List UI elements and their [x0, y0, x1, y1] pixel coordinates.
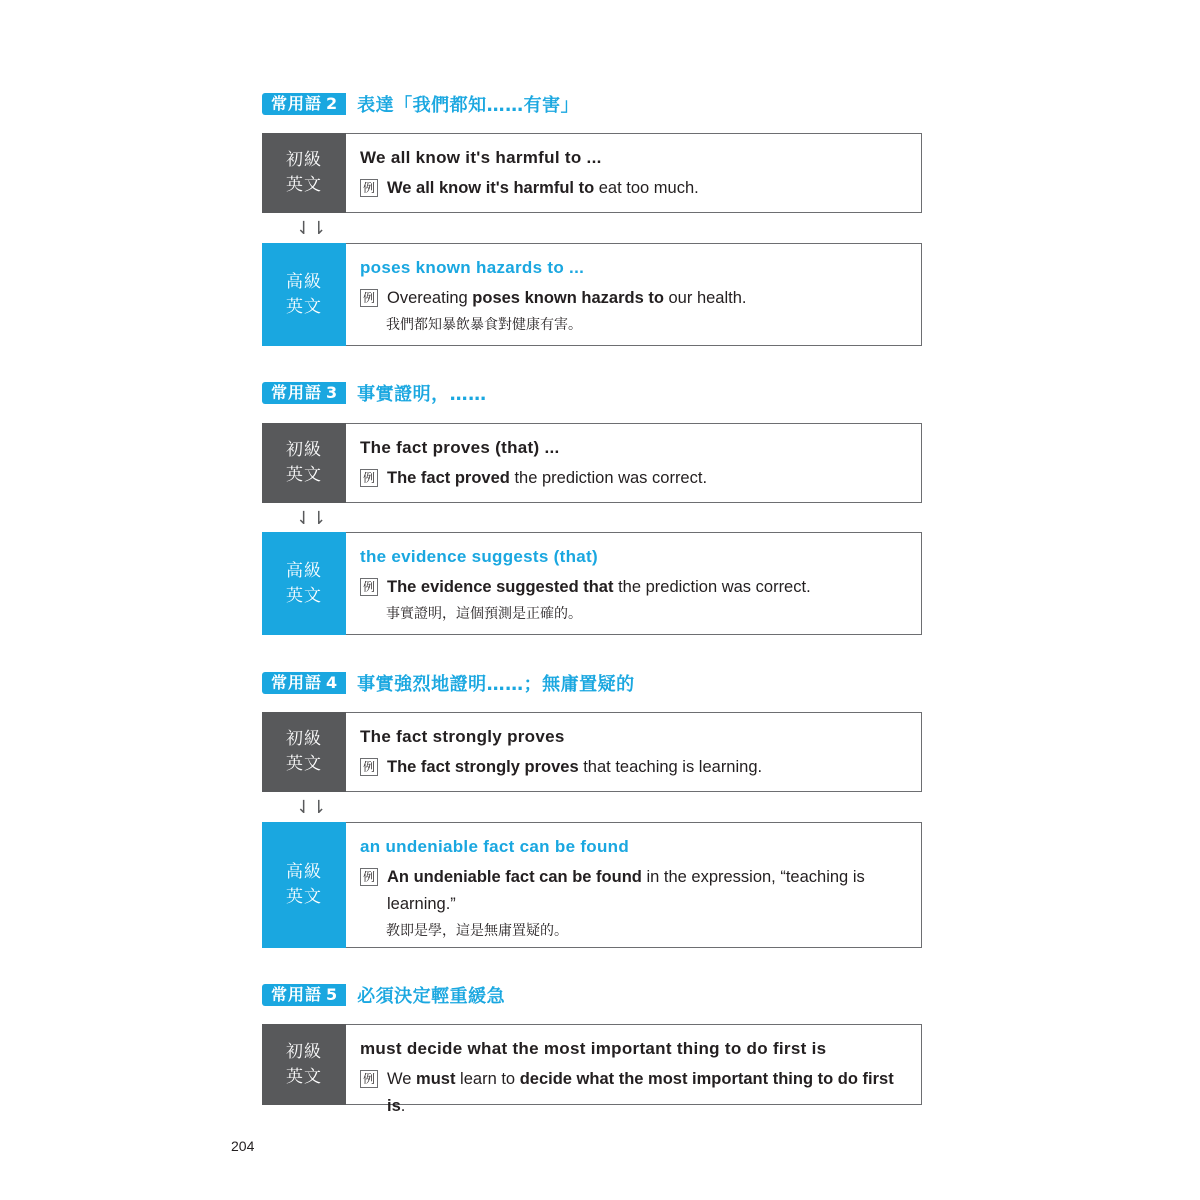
- example-bold-segment: The evidence suggested that: [387, 578, 614, 596]
- section-heading: [262, 381, 487, 405]
- example-segment: our health.: [663, 289, 747, 307]
- basic-phrase: The fact proves (that) ...: [360, 438, 560, 457]
- basic-phrase: We all know it's harmful to ...: [360, 148, 602, 167]
- example-segment: the prediction was correct.: [613, 578, 811, 596]
- example-segment: eat too much.: [594, 179, 699, 197]
- example-mark: 例: [360, 469, 378, 487]
- page-number: 204: [231, 1138, 255, 1154]
- advanced-label: 高級 英文: [262, 532, 346, 635]
- advanced-english-box: [262, 243, 922, 346]
- translation: 事實證明，這個預測是正確的。: [386, 606, 582, 622]
- example-mark: 例: [360, 289, 378, 307]
- basic-phrase: must decide what the most important thing to do first is: [360, 1039, 827, 1058]
- translation: 教即是學，這是無庸置疑的。: [386, 923, 568, 939]
- section-title: 事實強烈地證明……；無庸置疑的: [357, 674, 635, 695]
- example-bold-segment: An undeniable fact can be found: [387, 868, 642, 886]
- advanced-english-box: [262, 822, 922, 948]
- example-mark: 例: [360, 868, 378, 886]
- section-title: 表達「我們都知……有害」: [357, 95, 580, 116]
- basic-label: 初級 英文: [262, 133, 346, 213]
- down-arrow-icon: ⇃⇂: [296, 508, 327, 529]
- translation: 我們都知暴飲暴食對健康有害。: [386, 317, 582, 333]
- example-segment: We: [387, 1070, 417, 1088]
- basic-label: 初級 英文: [262, 712, 346, 792]
- basic-english-box: [262, 1024, 922, 1115]
- down-arrow-icon: ⇃⇂: [296, 218, 327, 239]
- example-sentence: [360, 864, 911, 918]
- section-tag: 常用語 2: [262, 93, 346, 115]
- example-segment: that teaching is learning.: [578, 758, 763, 776]
- advanced-phrase: the evidence suggests (that): [360, 547, 598, 566]
- example-segment: learn to: [455, 1070, 520, 1088]
- basic-english-box: [262, 423, 922, 503]
- basic-english-box: [262, 133, 922, 213]
- section-title: 事實證明，……: [357, 384, 487, 405]
- example-mark: 例: [360, 1070, 378, 1088]
- advanced-english-box: [262, 532, 922, 635]
- down-arrow-icon: ⇃⇂: [296, 797, 327, 818]
- example-mark: 例: [360, 179, 378, 197]
- advanced-label: 高級 英文: [262, 243, 346, 346]
- basic-english-box: [262, 712, 922, 792]
- example-segment: the prediction was correct.: [509, 469, 708, 487]
- example-bold-segment: poses known hazards to: [472, 289, 664, 307]
- example-sentence: [360, 754, 911, 781]
- example-mark: 例: [360, 758, 378, 776]
- section-tag: 常用語 5: [262, 984, 346, 1006]
- example-bold-segment: The fact strongly proves: [387, 758, 579, 776]
- basic-label: 初級 英文: [262, 1024, 346, 1105]
- example-bold-segment: must: [416, 1070, 456, 1088]
- advanced-phrase: an undeniable fact can be found: [360, 837, 630, 856]
- example-sentence: [360, 574, 911, 601]
- example-sentence: [360, 285, 911, 312]
- section-heading: [262, 92, 579, 116]
- example-sentence: [360, 1066, 911, 1120]
- section-title: 必須決定輕重緩急: [357, 986, 506, 1007]
- section-heading: [262, 983, 505, 1007]
- example-segment: .: [400, 1097, 406, 1115]
- example-bold-segment: decide what the most important thing to do first is: [387, 1070, 894, 1115]
- advanced-phrase: poses known hazards to ...: [360, 258, 585, 277]
- basic-phrase: The fact strongly proves: [360, 727, 565, 746]
- example-segment: in the expression, “teaching is learning.”: [387, 868, 865, 913]
- advanced-label: 高級 英文: [262, 822, 346, 948]
- section-tag: 常用語 3: [262, 382, 346, 404]
- example-bold-segment: The fact proved: [387, 469, 510, 487]
- example-bold-segment: We all know it's harmful to: [387, 179, 595, 197]
- example-sentence: [360, 465, 911, 492]
- basic-label: 初級 英文: [262, 423, 346, 503]
- example-mark: 例: [360, 578, 378, 596]
- example-sentence: [360, 175, 911, 202]
- section-tag: 常用語 4: [262, 672, 346, 694]
- example-segment: Overeating: [387, 289, 473, 307]
- section-heading: [262, 671, 635, 695]
